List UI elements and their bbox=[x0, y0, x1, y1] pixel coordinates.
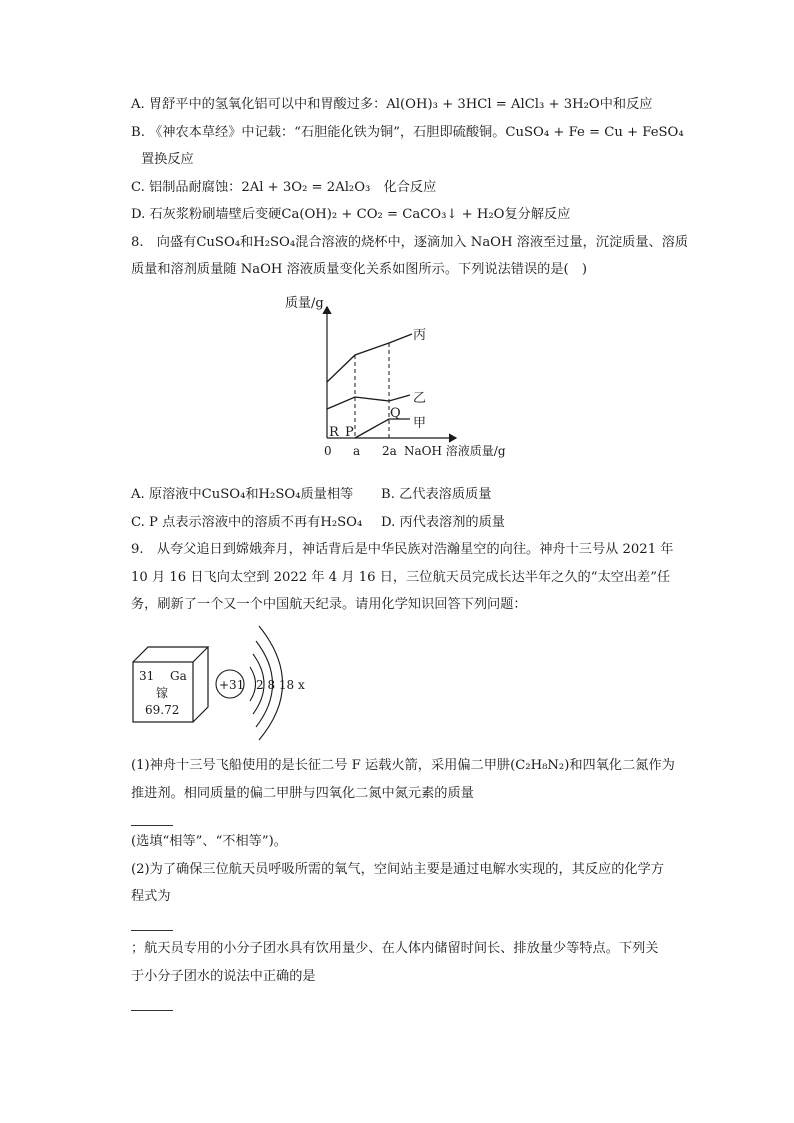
q9-sub2-equation-blank[interactable] bbox=[131, 930, 173, 931]
q8-stem-line2: 质量和溶剂质量随 NaOH 溶液质量变化关系如图所示。下列说法错误的是( ) bbox=[131, 262, 588, 277]
q7-option-b-line2: 置换反应 bbox=[141, 152, 194, 167]
element-number: 31 bbox=[139, 669, 155, 683]
point-p-label: P bbox=[345, 425, 354, 440]
origin-label: 0 bbox=[324, 444, 332, 458]
curve-yi-label: 乙 bbox=[413, 391, 427, 406]
curve-jia-label: 甲 bbox=[413, 416, 427, 431]
shell-electrons: 2 8 18 x bbox=[256, 678, 305, 692]
q9-sub1-line2: 推进剂。相同质量的偏二甲肼与四氧化二氮中氮元素的质量 bbox=[131, 786, 474, 801]
atom-structure-diagram bbox=[216, 626, 305, 740]
q9-sub2-choice-blank[interactable] bbox=[131, 1010, 173, 1011]
q9-sub2-line2: 程式为 bbox=[131, 889, 171, 904]
tick-2a-label: 2a bbox=[382, 444, 397, 458]
shell-arc-1 bbox=[250, 667, 256, 701]
q8-option-c: C. P 点表示溶液中的溶质不再有H₂SO₄ bbox=[131, 515, 363, 530]
q9-sub2-line1: (2)为了确保三位航天员呼吸所需的氧气，空间站主要是通过电解水实现的，其反应的化学方 bbox=[131, 862, 664, 877]
element-name: 镓 bbox=[156, 686, 169, 700]
q7-option-b-line1: B. 《神农本草经》中记载：“石胆能化铁为铜”，石胆即硫酸铜。CuSO₄ + Fe = Cu + FeSO₄ bbox=[131, 125, 684, 140]
q7-option-d: D. 石灰浆粉刷墙壁后变硬Ca(OH)₂ + CO₂ = CaCO₃↓ + H₂O复分解反应 bbox=[131, 207, 571, 222]
y-axis-label: 质量/g bbox=[285, 296, 324, 311]
curve-jia bbox=[355, 419, 410, 438]
gallium-figure bbox=[128, 620, 328, 730]
q8-option-b: B. 乙代表溶质质量 bbox=[381, 487, 492, 502]
q9-stem-line2: 10 月 16 日飞向太空到 2022 年 4 月 16 日，三位航天员完成长达半年之久的“太空出差”任 bbox=[131, 570, 671, 585]
q8-option-d: D. 丙代表溶剂的质量 bbox=[381, 515, 505, 530]
point-r-label: R bbox=[329, 425, 339, 440]
mass-graph bbox=[270, 285, 530, 465]
tick-a-label: a bbox=[353, 444, 361, 458]
nucleus-charge: +31 bbox=[219, 678, 245, 692]
point-q-label: Q bbox=[390, 406, 401, 421]
x-axis-label: NaOH 溶液质量/g bbox=[404, 444, 506, 458]
q9-sub1-line1: (1)神舟十三号飞船使用的是长征二号 F 运载火箭，采用偏二甲肼(C₂H₈N₂)和四氧化二氮作为 bbox=[131, 758, 675, 773]
curve-bing bbox=[327, 334, 412, 382]
q7-option-a: A. 胃舒平中的氢氧化铝可以中和胃酸过多：Al(OH)₃ + 3HCl = AlCl₃ + 3H₂O中和反应 bbox=[131, 97, 653, 112]
q8-stem-line1: 8. 向盛有CuSO₄和H₂SO₄混合溶液的烧杯中，逐滴加入 NaOH 溶液至过量，沉淀质量、溶质 bbox=[131, 235, 689, 250]
curve-bing-label: 丙 bbox=[413, 328, 427, 343]
element-symbol: Ga bbox=[170, 669, 187, 683]
q9-stem-line1: 9. 从夸父追日到嫦娥奔月，神话背后是中华民族对浩瀚星空的向往。神舟十三号从 2021 年 bbox=[131, 542, 674, 557]
element-box bbox=[133, 647, 208, 722]
q8-option-a: A. 原溶液中CuSO₄和H₂SO₄质量相等 bbox=[131, 487, 354, 502]
q9-stem-line3: 务，刷新了一个又一个中国航天纪录。请用化学知识回答下列问题： bbox=[131, 597, 527, 612]
q9-sub1-answer-blank[interactable] bbox=[131, 825, 173, 826]
q7-option-c: C. 铝制品耐腐蚀：2Al + 3O₂ = 2Al₂O₃ 化合反应 bbox=[131, 180, 437, 195]
q9-sub2-line3: ；航天员专用的小分子团水具有饮用量少、在人体内储留时间长、排放量少等特点。下列关 bbox=[131, 941, 659, 956]
q9-sub1-line3: (选填“相等”、“不相等”)。 bbox=[131, 834, 287, 849]
element-mass: 69.72 bbox=[145, 703, 180, 717]
q9-sub2-line4: 于小分子团水的说法中正确的是 bbox=[131, 969, 316, 984]
